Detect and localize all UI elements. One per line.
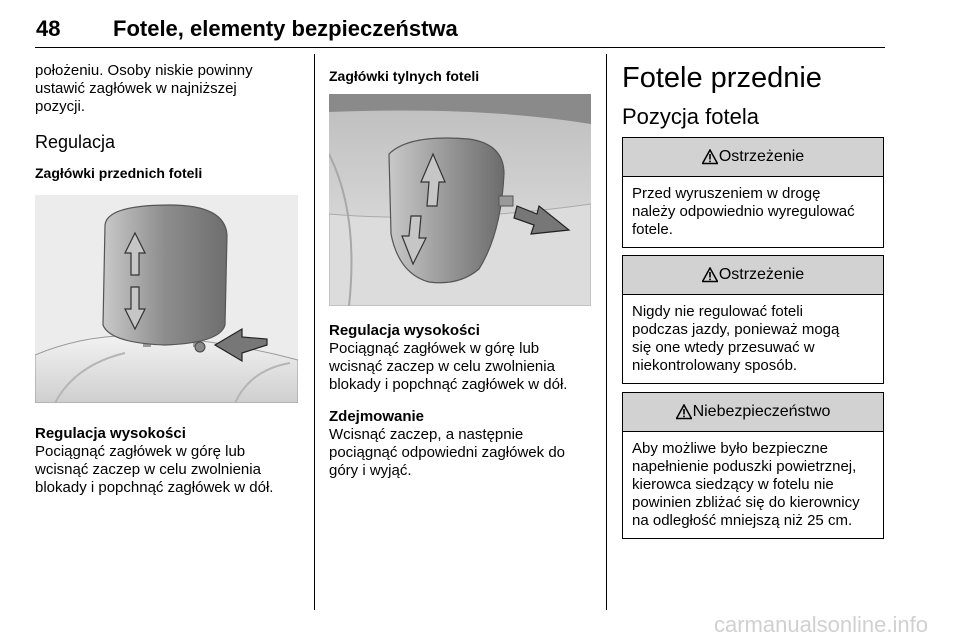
warning-triangle-icon — [702, 267, 718, 283]
warning-triangle-icon — [702, 149, 718, 165]
subheading-rear-headrests: Zagłówki tylnych foteli — [329, 68, 480, 84]
intro-line: ustawić zagłówek w najniższej — [35, 80, 237, 97]
warning-box-title: Ostrzeżenie — [718, 148, 805, 165]
intro-line: położeniu. Osoby niskie powinny — [35, 62, 253, 79]
warning-triangle-icon — [676, 404, 692, 420]
warning-line: należy odpowiednio wyregulować — [632, 203, 855, 220]
caption-line: Wcisnąć zaczep, a następnie — [329, 426, 524, 443]
warning-box — [622, 255, 884, 384]
warning-box — [622, 137, 884, 248]
section-title-front-seats: Fotele przednie — [622, 62, 822, 94]
column-divider-1 — [314, 54, 315, 610]
caption-title-height: Regulacja wysokości — [329, 322, 480, 339]
warning-line: fotele. — [632, 221, 673, 238]
caption-line: Pociągnąć zagłówek w górę lub — [35, 443, 246, 460]
caption-line: góry i wyjąć. — [329, 462, 412, 479]
danger-line: napełnienie poduszki powietrznej, — [632, 458, 857, 475]
subheading-front-headrests: Zagłówki przednich foteli — [35, 165, 203, 181]
column-3 — [622, 62, 884, 130]
intro-line: pozycji. — [35, 98, 86, 115]
caption-line: Pociągnąć zagłówek w górę lub — [329, 340, 540, 357]
warning-box-header — [623, 138, 883, 177]
warning-line: podczas jazdy, ponieważ mogą — [632, 321, 840, 338]
rear-headrest-illustration — [329, 94, 591, 306]
column-divider-2 — [606, 54, 607, 610]
caption-line: blokady i popchnąć zagłówek w dół. — [329, 376, 568, 393]
warning-box-body — [623, 177, 883, 247]
caption-title-height: Regulacja wysokości — [35, 425, 186, 442]
warning-line: się one wtedy przesuwać w — [632, 339, 815, 356]
danger-line: Aby możliwe było bezpieczne — [632, 440, 828, 457]
danger-line: powinien zbliżać się do kierownicy — [632, 494, 860, 511]
danger-box-body — [623, 432, 883, 538]
warning-line: Nigdy nie regulować foteli — [632, 303, 803, 320]
caption-line: pociągnąć odpowiedni zagłówek do — [329, 444, 566, 461]
column-1 — [35, 62, 301, 497]
caption-title-removal: Zdejmowanie — [329, 408, 425, 425]
danger-box-header — [623, 393, 883, 432]
warning-box-body — [623, 295, 883, 383]
caption-line: wcisnąć zaczep w celu zwolnienia — [329, 358, 555, 375]
front-headrest-illustration — [35, 195, 298, 403]
caption-line: blokady i popchnąć zagłówek w dół. — [35, 479, 274, 496]
warning-box-title: Ostrzeżenie — [718, 266, 805, 283]
subsection-title-seat-position: Pozycja fotela — [622, 104, 759, 129]
watermark: carmanualsonline.info — [713, 612, 928, 637]
danger-line: na odległość mniejszą niż 25 cm. — [632, 512, 853, 529]
column-2 — [329, 68, 593, 480]
header-rule — [35, 47, 885, 48]
page-header-title: Fotele, elementy bezpieczeństwa — [113, 16, 458, 41]
danger-box-title: Niebezpieczeństwo — [692, 403, 831, 420]
danger-box — [622, 392, 884, 539]
section-heading-regulacja: Regulacja — [35, 132, 116, 152]
warning-line: Przed wyruszeniem w drogę — [632, 185, 821, 202]
caption-line: wcisnąć zaczep w celu zwolnienia — [35, 461, 261, 478]
danger-line: kierowca siedzący w fotelu nie — [632, 476, 834, 493]
page-number: 48 — [36, 16, 61, 41]
warning-box-header — [623, 256, 883, 295]
warning-line: niekontrolowany sposób. — [632, 357, 798, 374]
